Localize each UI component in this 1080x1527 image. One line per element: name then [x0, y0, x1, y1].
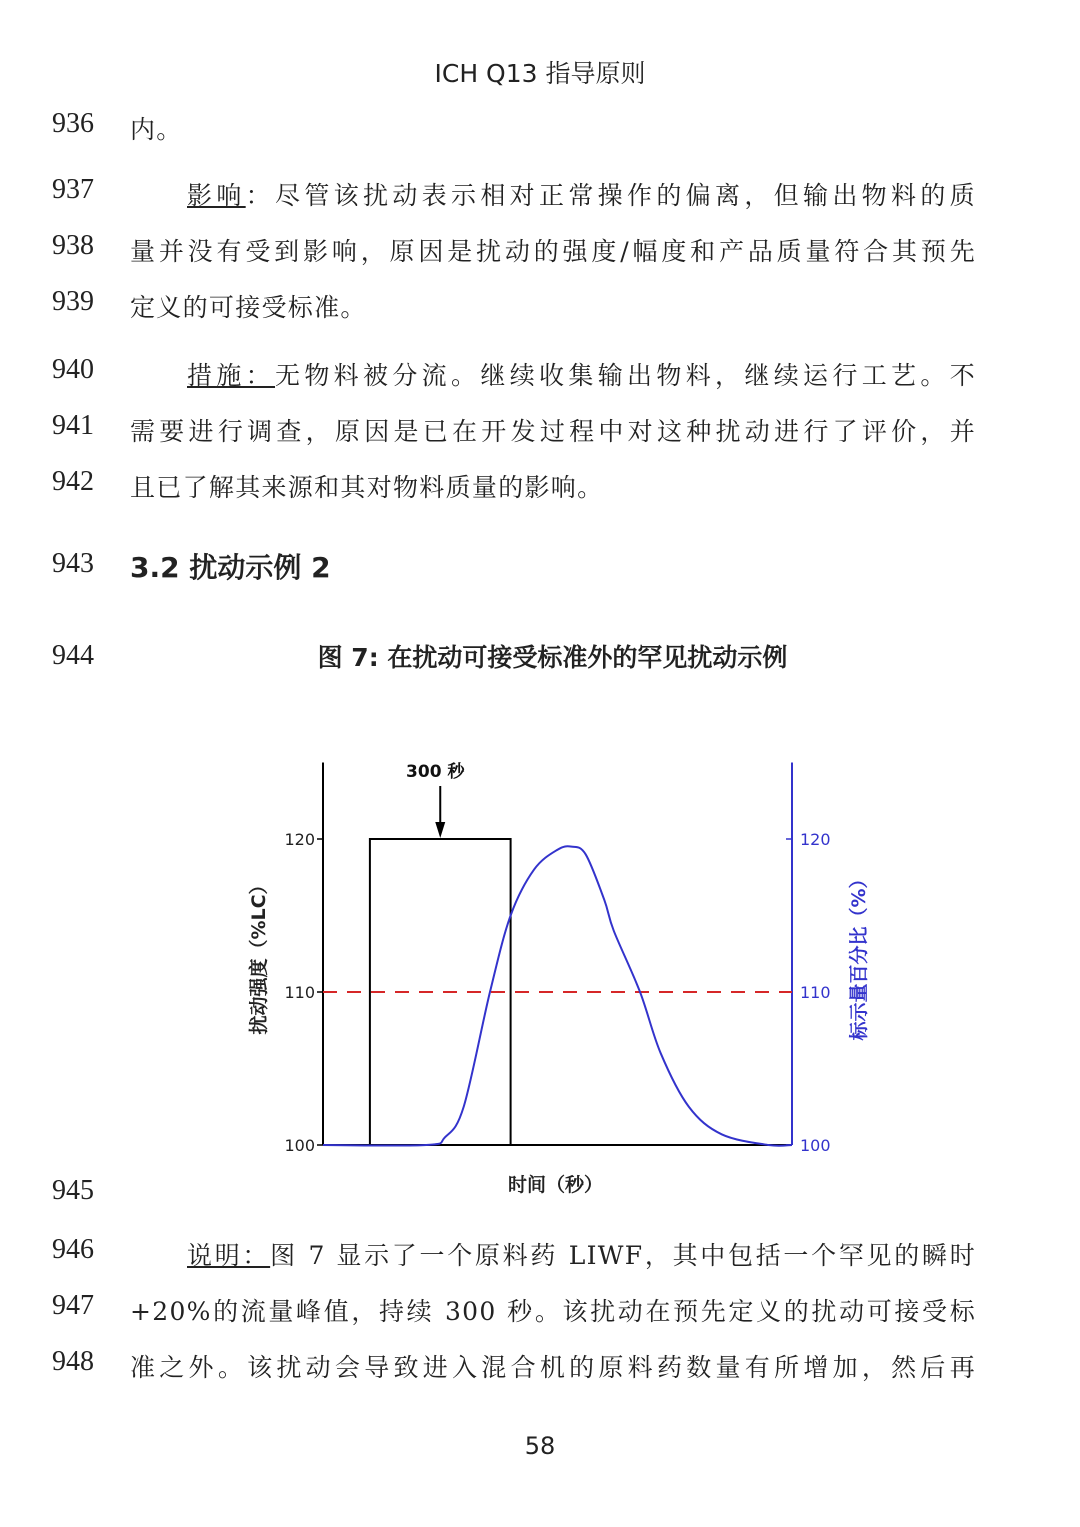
body-line: 量并没有受到影响，原因是扰动的强度/幅度和产品质量符合其预先	[130, 237, 976, 266]
line-number: 944	[52, 640, 94, 671]
section-heading: 3.2 扰动示例 2	[130, 551, 331, 584]
running-header: ICH Q13 指导原则	[434, 59, 646, 88]
label-claim-series-line	[323, 846, 792, 1146]
line-number: 941	[52, 410, 94, 441]
line-number: 945	[52, 1175, 94, 1206]
figure-title: 图 7: 在扰动可接受标准外的罕见扰动示例	[317, 643, 788, 672]
body-line: 且已了解其来源和其对物料质量的影响。	[130, 473, 604, 502]
annotation-arrowhead	[435, 822, 445, 838]
paragraph-label: 措施：	[187, 361, 276, 390]
body-line: 影响：尽管该扰动表示相对正常操作的偏离，但输出物料的质	[187, 181, 976, 210]
annotation-label: 300 秒	[406, 762, 465, 782]
line-number: 948	[52, 1346, 94, 1377]
line-number: 940	[52, 354, 94, 385]
body-line: 定义的可接受标准。	[130, 293, 367, 322]
body-line: 需要进行调查，原因是已在开发过程中对这种扰动进行了评价，并	[130, 417, 976, 446]
x-axis-label: 时间（秒）	[507, 1174, 604, 1196]
page-number: 58	[524, 1432, 556, 1460]
body-line: 说明：图 7 显示了一个原料药 LIWF，其中包括一个罕见的瞬时	[187, 1241, 976, 1270]
line-number: 936	[52, 108, 94, 139]
left-tick-label: 120	[284, 830, 315, 849]
left-tick-label: 110	[284, 983, 315, 1002]
right-tick-label: 110	[800, 983, 831, 1002]
line-number: 946	[52, 1234, 94, 1265]
line-number: 938	[52, 230, 94, 261]
body-line: 准之外。该扰动会导致进入混合机的原料药数量有所增加，然后再	[130, 1353, 976, 1382]
left-axis-label: 扰动强度（%LC）	[248, 875, 270, 1035]
line-number: 947	[52, 1290, 94, 1321]
disturbance-series-line	[370, 839, 511, 1145]
left-tick-label: 100	[284, 1136, 315, 1155]
body-line: 措施：无物料被分流。继续收集输出物料，继续运行工艺。不	[187, 361, 977, 390]
right-tick-label: 100	[800, 1136, 831, 1155]
paragraph-label: 影响	[187, 181, 246, 210]
body-line: +20%的流量峰值，持续 300 秒。该扰动在预先定义的扰动可接受标	[130, 1297, 976, 1326]
line-number: 937	[52, 174, 94, 205]
right-axis-label: 标示量百分比（%）	[848, 869, 870, 1041]
right-tick-label: 120	[800, 830, 831, 849]
body-line: 内。	[130, 115, 183, 144]
line-number: 942	[52, 466, 94, 497]
paragraph-label: 说明：	[187, 1241, 271, 1270]
line-number: 939	[52, 286, 94, 317]
line-number: 943	[52, 548, 94, 579]
